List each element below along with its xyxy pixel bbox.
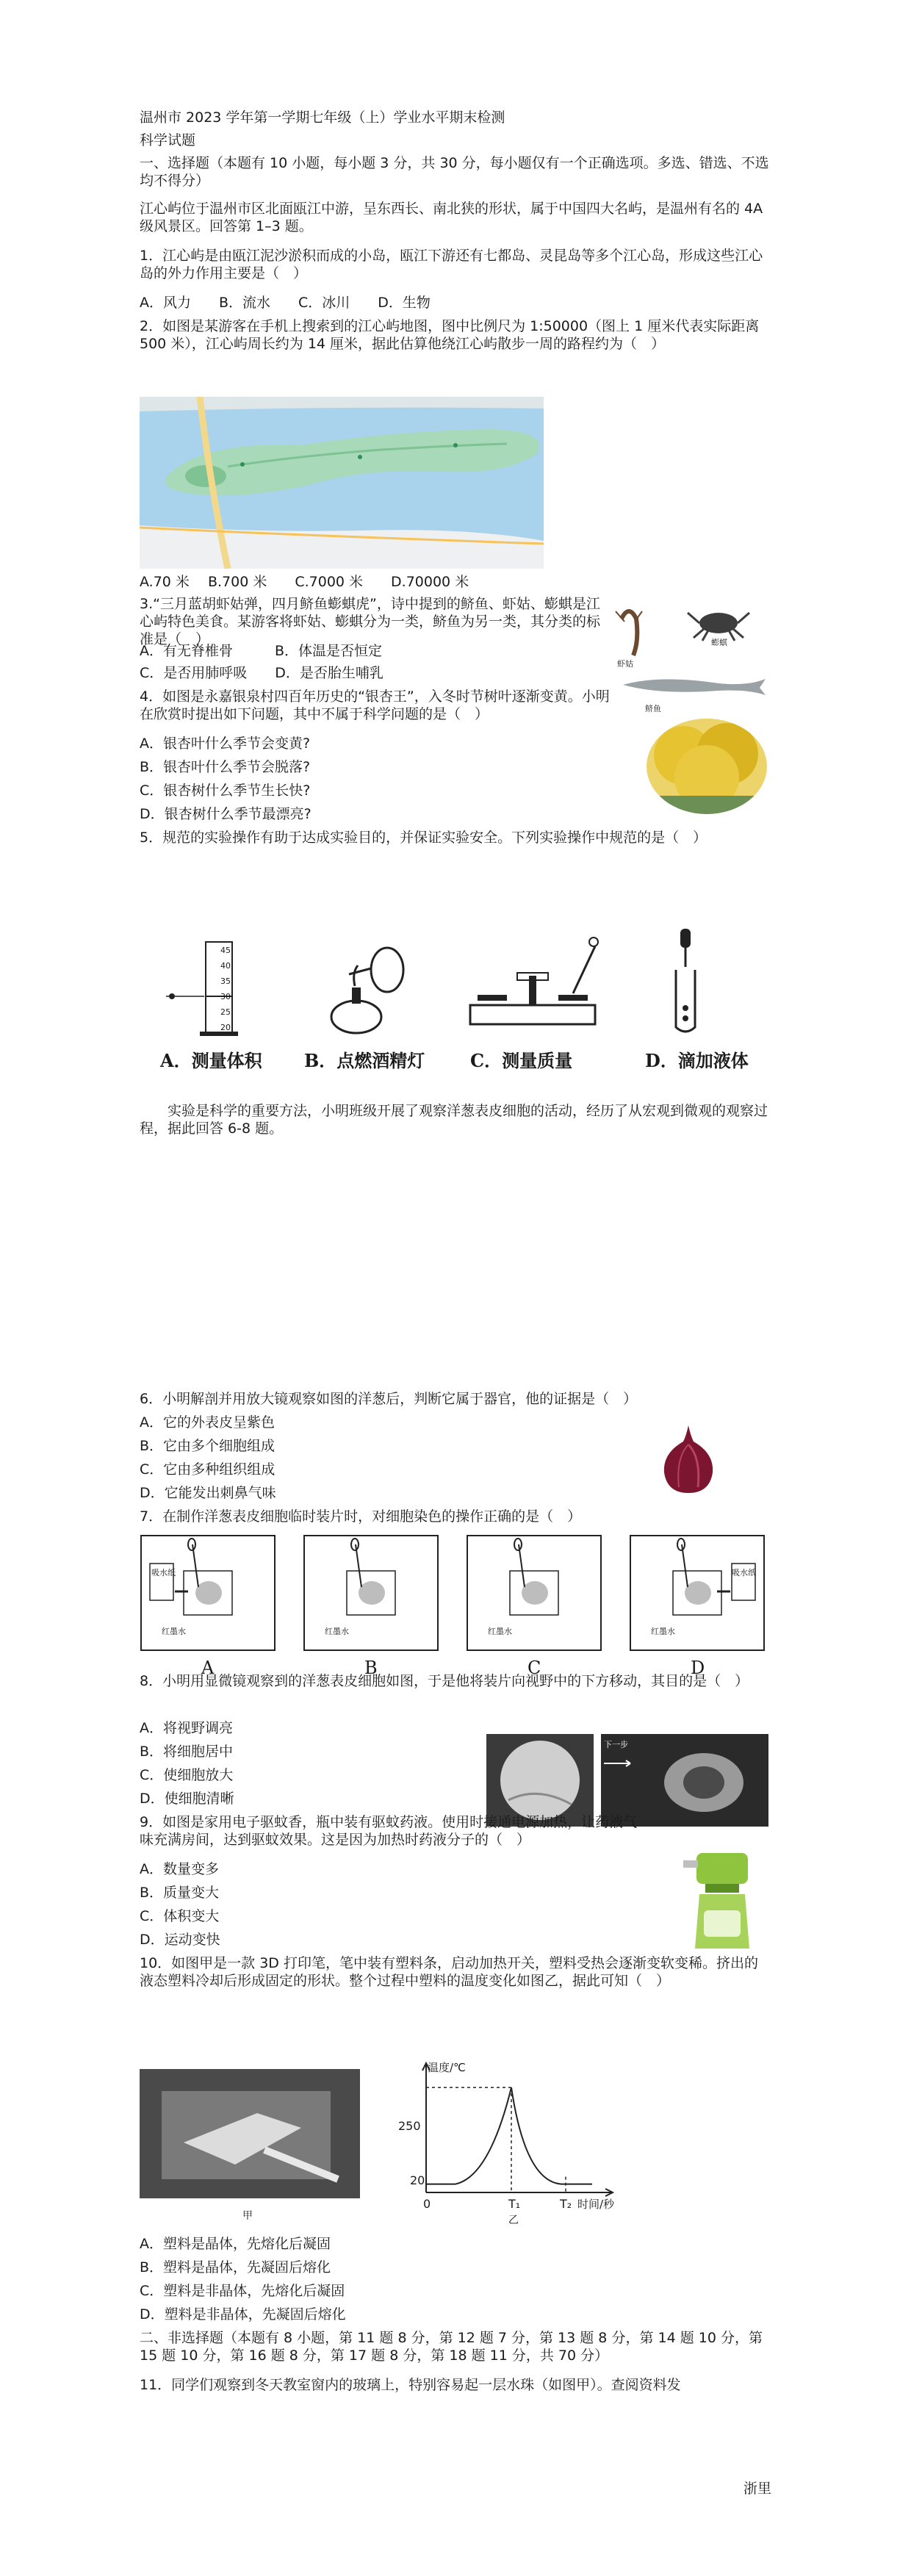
- tick-25: 25: [220, 1007, 231, 1017]
- q7-panel-d: [629, 1534, 766, 1652]
- tick-20: 20: [220, 1023, 231, 1032]
- q7-label-c: C: [527, 1658, 541, 1678]
- q10-option-a: A．塑料是晶体，先熔化后凝固: [140, 2236, 331, 2252]
- q10-stem: 10．如图甲是一款 3D 打印笔，笔中装有塑料条，启动加热开关，塑料受热会逐渐变软变稀。挤出的液态塑料冷却后形成固定的形状。整个过程中塑料的温度变化如图乙，据此可知（ ）: [140, 1955, 758, 1989]
- tick-35: 35: [220, 976, 231, 986]
- q7-stain-label: 红墨水: [325, 1627, 349, 1636]
- exam-subject: 科学试题: [140, 132, 196, 148]
- q2-options: A.70 米 B.700 米 C.7000 米 D.70000 米: [140, 574, 469, 590]
- q4-option-c: C．银杏树什么季节生长快?: [140, 782, 311, 799]
- chart-y-tick-250: 250: [398, 2119, 421, 2133]
- q8-option-c: C．使细胞放大: [140, 1767, 234, 1783]
- q7-blotting-paper-label: 吸水纸: [151, 1568, 176, 1577]
- chart-x-tick-t2: T₂: [560, 2197, 572, 2211]
- q9-option-d: D．运动变快: [140, 1932, 220, 1948]
- q7-stain-label: 红墨水: [651, 1627, 675, 1636]
- mosquito-repellent-photo: [683, 1850, 760, 1953]
- chart-y-tick-20: 20: [410, 2173, 425, 2187]
- q5-stem: 5．规范的实验操作有助于达成实验目的，并保证实验安全。下列实验操作中规范的是（ ）: [140, 830, 707, 846]
- fig-jia-label: 甲: [242, 2210, 253, 2222]
- temperature-chart: [397, 2060, 617, 2207]
- shrimp-label: 虾姑: [617, 659, 633, 669]
- q6-option-b: B．它由多个细胞组成: [140, 1438, 276, 1454]
- q7-panel-c: [466, 1534, 602, 1652]
- q4-option-d: D．银杏树什么季节最漂亮?: [140, 806, 312, 822]
- q1-stem: 1．江心屿是由瓯江泥沙淤积而成的小岛，瓯江下游还有七都岛、灵昆岛等多个江心岛，形成这些江心岛的外力作用主要是（ ）: [140, 248, 763, 281]
- q3-options-cd: C．是否用肺呼吸 D．是否胎生哺乳: [140, 665, 384, 681]
- fish-label: 鲚鱼: [645, 704, 661, 713]
- q4-stem: 4．如图是永嘉银泉村四百年历史的“银杏王”，入冬时节树叶逐渐变黄。小明在欣赏时提出如下问题，其中不属于科学问题的是（ ）: [140, 688, 610, 722]
- q7-label-d: D: [691, 1658, 705, 1678]
- q1-options: A．风力 B．流水 C．冰川 D．生物: [140, 295, 431, 311]
- q6-option-a: A．它的外表皮呈紫色: [140, 1414, 275, 1431]
- q11-stem: 11．同学们观察到冬天教室窗内的玻璃上，特别容易起一层水珠（如图甲）。查阅资料发: [140, 2377, 681, 2393]
- fish-icon: [623, 679, 766, 695]
- q3-animals-figure: [608, 597, 777, 707]
- island-map: [140, 397, 544, 569]
- q9-option-a: A．数量变多: [140, 1861, 219, 1877]
- chart-series-line: [426, 2087, 592, 2184]
- q7-label-a: A: [201, 1658, 215, 1678]
- shrimp-icon: [616, 611, 642, 655]
- page-footer: 浙里: [743, 2480, 772, 2497]
- q5-caption-d: D．滴加液体: [645, 1050, 749, 1071]
- q9-option-c: C．体积变大: [140, 1908, 220, 1924]
- alcohol-lamp-figure: [320, 936, 422, 1039]
- q10-option-c: C．塑料是非晶体，先熔化后凝固: [140, 2283, 345, 2299]
- q6-stem: 6．小明解剖并用放大镜观察如图的洋葱后，判断它属于器官，他的证据是（ ）: [140, 1391, 638, 1407]
- passage-6-8: 实验是科学的重要方法，小明班级开展了观察洋葱表皮细胞的活动，经历了从宏观到微观的观察过程，据此回答 6-8 题。: [140, 1103, 768, 1137]
- next-step-label: 下一步: [604, 1740, 628, 1749]
- onion-photo: [661, 1424, 716, 1494]
- chart-x-tick-t1: T₁: [508, 2197, 521, 2211]
- q8-option-b: B．将细胞居中: [140, 1744, 234, 1760]
- q7-stem: 7．在制作洋葱表皮细胞临时装片时，对细胞染色的操作正确的是（ ）: [140, 1508, 582, 1525]
- chart-xlabel: 时间/秒: [577, 2198, 615, 2211]
- section1-heading: 一、选择题（本题有 10 小题，每小题 3 分，共 30 分，每小题仅有一个正确选项。多选、错选、不选均不得分）: [140, 155, 769, 189]
- exam-title: 温州市 2023 学年第一学期七年级（上）学业水平期末检测: [140, 109, 505, 126]
- crab-label: 蟛蜞: [711, 638, 727, 647]
- chart-x-tick-0: 0: [423, 2197, 431, 2211]
- q9-stem: 9．如图是家用电子驱蚊香，瓶中装有驱蚊药液。使用时接通电源加热，让药液气味充满房间，达到驱蚊效果。这是因为加热时药液分子的（ ）: [140, 1814, 638, 1848]
- q5-caption-a: A．测量体积: [160, 1050, 262, 1071]
- q8-option-a: A．将视野调亮: [140, 1720, 233, 1736]
- chart-ylabel: 温度/℃: [428, 2061, 466, 2074]
- q4-option-b: B．银杏叶什么季节会脱落?: [140, 759, 311, 775]
- q6-option-c: C．它由多种组织组成: [140, 1461, 276, 1478]
- section1-intro: 江心屿位于温州市区北面瓯江中游，呈东西长、南北狭的形状，属于中国四大名屿，是温州有名的 4A 级风景区。回答第 1–3 题。: [140, 201, 763, 234]
- q7-panel-b: [303, 1534, 439, 1652]
- tick-30: 30: [220, 992, 231, 1001]
- dropper-tube-figure: [654, 926, 720, 1036]
- q4-option-a: A．银杏叶什么季节会变黄?: [140, 735, 311, 752]
- graduated-cylinder-figure: [162, 935, 272, 1037]
- tick-45: 45: [220, 946, 231, 955]
- q7-stain-label: 红墨水: [488, 1627, 512, 1636]
- q2-stem: 2．如图是某游客在手机上搜索到的江心屿地图，图中比例尺为 1:50000（图上 1 厘米代表实际距离 500 米），江心屿周长约为 14 厘米，据此估算他绕江心屿散步一周的路程约为（ ）: [140, 318, 760, 352]
- tick-40: 40: [220, 961, 231, 971]
- q7-blotting-paper-label: 吸水纸: [732, 1568, 756, 1577]
- q8-option-d: D．使细胞清晰: [140, 1791, 234, 1807]
- q5-caption-c: C．测量质量: [470, 1050, 573, 1071]
- q10-option-d: D．塑料是非晶体，先凝固后熔化: [140, 2306, 346, 2323]
- q9-option-b: B．质量变大: [140, 1885, 220, 1901]
- q10-option-b: B．塑料是晶体，先凝固后熔化: [140, 2259, 331, 2275]
- ginkgo-tree-photo: [647, 719, 767, 814]
- q3-stem: 3.“三月蓝胡虾姑弹，四月鲚鱼蟛蜞虎”，诗中提到的鲚鱼、虾姑、蟛蜞是江心屿特色美食。某游客将虾姑、蟛蜞分为一类，鲚鱼为另一类，其分类的标准是（ ）: [140, 596, 601, 647]
- q6-option-d: D．它能发出刺鼻气味: [140, 1485, 276, 1501]
- q7-panel-a: [140, 1534, 276, 1652]
- fig-yi-label: 乙: [508, 2215, 519, 2226]
- q7-label-b: B: [364, 1658, 378, 1678]
- section2-heading: 二、非选择题（本题有 8 小题，第 11 题 8 分，第 12 题 7 分，第 13 题 8 分，第 14 题 10 分，第 15 题 10 分，第 16 题 8 分，第 17 题 8 分，第 18 题 11 分，共 70 分）: [140, 2330, 763, 2364]
- balance-figure: [463, 932, 610, 1035]
- q5-caption-b: B．点燃酒精灯: [304, 1050, 425, 1071]
- q7-stain-label: 红墨水: [162, 1627, 186, 1636]
- q8-stem: 8．小明用显微镜观察到的洋葱表皮细胞如图，于是他将装片向视野中的下方移动，其目的是（ ）: [140, 1673, 749, 1689]
- q3-options-ab: A．有无脊椎骨 B．体温是否恒定: [140, 643, 383, 659]
- 3d-pen-photo: [140, 2069, 360, 2198]
